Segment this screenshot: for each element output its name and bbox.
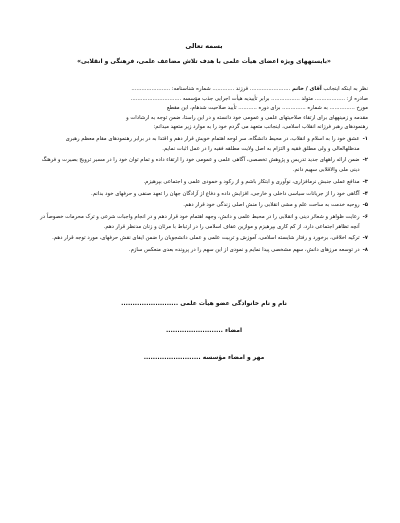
- item-text: ترکیه اخلاقی، برخورد و رفتار شایسته اسلامی، آموزش و تربیت علمی و عملی دانشجویان را ضمن ایفای نقش حرفهای، مورد توجه قرار دهم.: [52, 235, 360, 242]
- list-item: [40, 234, 368, 244]
- item-text: ضمن ارائه راههای جدید تدریس و پژوهش تخصصی، آگاهی علمی و عمومی خود را ارتقاء داده و تمام توان خود را در مسیر ترویج بصیرت و فرهنگ دینی ملی والاقلابی سهیم دانم.: [41, 157, 360, 173]
- commitments-list: [40, 135, 368, 256]
- signature-block: [40, 300, 368, 361]
- item-number: ۸-: [362, 247, 368, 254]
- intro-line-5: رهنمودهای رهبر فرزانه انقلاب اسلامی، اینجانب متعهد می گردم خود را به موارد زیر متعهد میدانم:: [153, 124, 368, 131]
- item-text: مدافع عملی جنبش نرمافزاری، نوآوری و ابتکار باشم و از رکود و خمودی علمی و اجتماعی بپرهیزم.: [143, 178, 360, 185]
- item-text: روحیه خدمت به ساحت علم و مشی انقلابی را منش اصلی زندگی خود قرار دهم.: [183, 202, 360, 209]
- list-item: [40, 246, 368, 256]
- item-text: در توسعه مرزهای دانش، سهم مشخصی پیدا نمایم و نمودی از این سهم را در پرونده بعدی منعکس سازم.: [128, 247, 360, 254]
- list-item: [40, 178, 368, 188]
- item-number: ۶-: [362, 214, 368, 221]
- intro-text-a: نظر به اینکه اینجانب: [323, 86, 368, 92]
- basmala-heading: بسمه تعالی: [185, 42, 223, 50]
- intro-line-4: مقدمه و زمینههای برای ارتقاء صلاحیتهای علمی و عمومی خود دانسته و در این راستا، ضمن توجه به ارشادات و: [126, 114, 368, 121]
- item-number: ۵-: [362, 202, 368, 209]
- item-number: ۴-: [362, 190, 368, 197]
- intro-section: [40, 85, 368, 133]
- signature-line: امضاء .........................: [165, 326, 243, 334]
- intro-line-2: صادره از: .................. متولد ................. برابر تأییدیه هیأت اجرایی جذب مؤسسه ..............................: [130, 95, 368, 102]
- document-title: «بایستههای ویژه اعضای هیأت علمی با هدف تلاش مضاعف علمی، فرهنگی و انقلابی»: [77, 58, 331, 65]
- institution-stamp-line: مهر و امضاء مؤسسه .........................: [143, 353, 265, 361]
- item-text: آگاهی خود را از جریانات سیاسی داخلی و خارجی، افزایش داده و دفاع از آزادگان جهان را تعهد صنفی و حرفهای خود بدانم.: [91, 190, 360, 197]
- list-item: [40, 190, 368, 200]
- item-number: ۲-: [362, 157, 368, 164]
- item-number: ۷-: [362, 235, 368, 242]
- list-item: [40, 135, 368, 154]
- item-number: ۱-: [362, 135, 368, 142]
- intro-line-3: مورخ ............... به شماره .............. برای دوره ........... تأیید صلاحیت شدهام، این مقطع: [166, 105, 368, 112]
- title-choice: آقای / خانم: [291, 86, 322, 92]
- item-number: ۳-: [362, 178, 368, 185]
- list-item: [40, 213, 368, 232]
- item-text: عشق خود را به اسلام و انقلاب، در محیط دانشگاه، سر لوحه اهتمام خویش قرار دهم و اقتدا به در برابر رهنمودهای مقام معظم رهبری مدظلهالعالی و ولی مطلق فقیه و التزام به اصل ولایت مطلقه فقیه را در عمل اثبات نمایم.: [65, 135, 360, 152]
- intro-line-1: [40, 85, 368, 95]
- list-item: [40, 201, 368, 211]
- faculty-name-line: نام و نام خانوادگی عضو هیأت علمی .........................: [121, 299, 287, 307]
- item-text: رعایت ظواهر و شعائر دینی و انقلابی را در محیط علمی و دانش، وجهه اهتمام خود قرار دهم و در انجام واجبات شرعی و ترک محرمات خصوصاً در آنچه تظاهر اجتماعی دارد، از کم کاری بپرهیزم و موازین عفاف اسلامی را در ارتباط با مرئان و زنان مدنظر قرار دهم.: [40, 214, 360, 230]
- list-item: [40, 156, 368, 175]
- intro-text-c: ........................ فرزند ............. شماره شناسنامه: .......................: [131, 86, 291, 92]
